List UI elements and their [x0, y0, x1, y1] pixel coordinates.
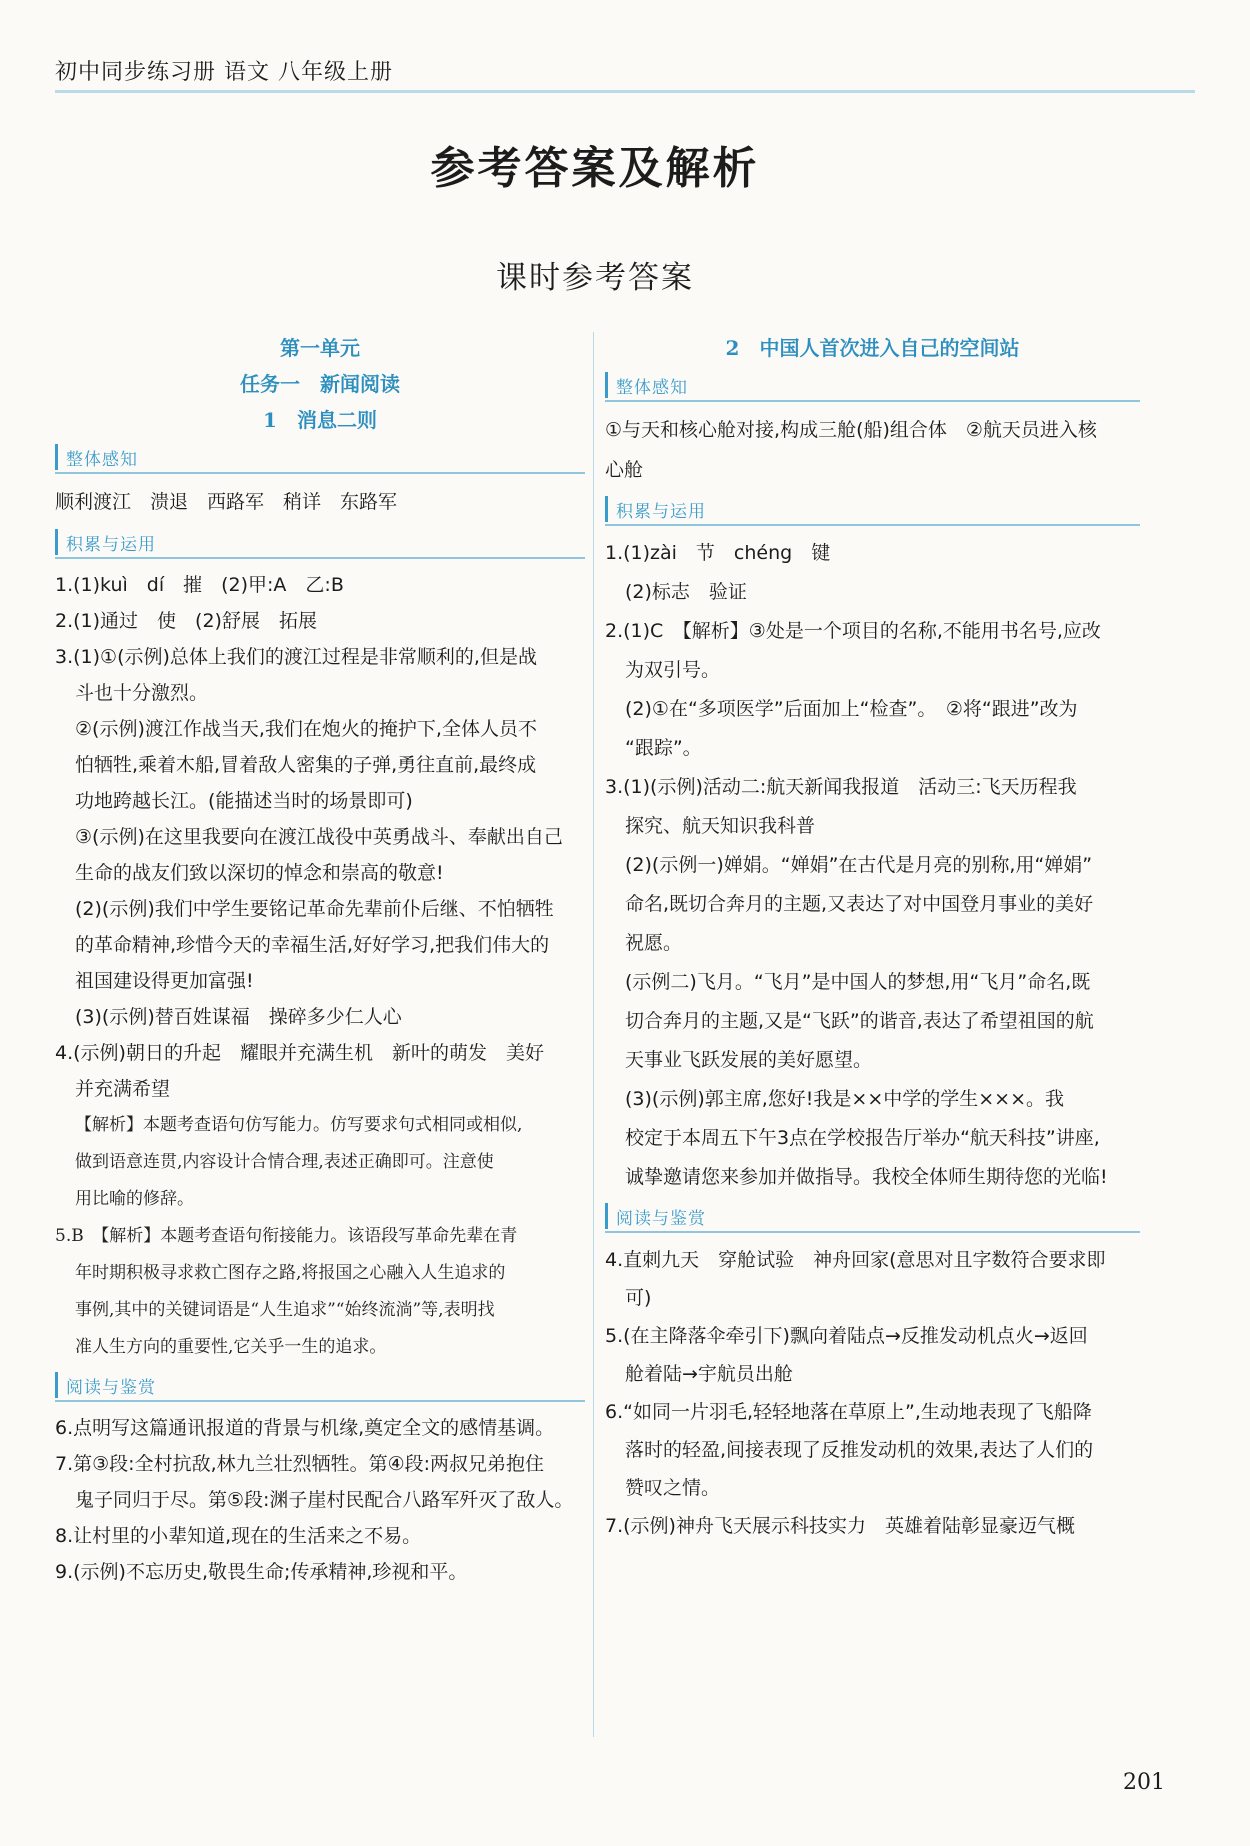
answer-line: (2)(示例)我们中学生要铭记革命先辈前仆后继、不怕牺牲 [75, 898, 554, 920]
answer-line: 并充满希望 [75, 1078, 171, 1100]
page-number: 201 [1123, 1770, 1165, 1795]
answer-line: 7.第③段:全村抗敌,林九兰壮烈牺牲。第④段:两叔兄弟抱住 [55, 1453, 545, 1475]
answer-line: 功地跨越长江。(能描述当时的场景即可) [75, 790, 413, 812]
answer-line: (3)(示例)替百姓谋福 操碎多少仁人心 [75, 1006, 402, 1028]
analysis-line: 5.B 【解析】本题考查语句衔接能力。该语段写革命先辈在青 [55, 1226, 518, 1246]
answer-line: (2)标志 验证 [625, 581, 747, 603]
section-label: 积累与运用 [55, 529, 164, 555]
answer-line: 顺利渡江 溃退 西路军 稍详 东路军 [55, 491, 398, 513]
answer-line: (2)①在“多项医学”后面加上“检查”。 ②将“跟进”改为 [625, 698, 1078, 720]
left-column [55, 330, 585, 1590]
section-overall-perception [55, 444, 585, 474]
section-overall-perception [605, 372, 1140, 402]
header-rule [55, 90, 1195, 93]
answer-line: 3.(1)(示例)活动二:航天新闻我报道 活动三:飞天历程我 [605, 776, 1077, 798]
task-heading: 任务一 新闻阅读 [240, 372, 400, 396]
answer-line: 切合奔月的主题,又是“飞跃”的谐音,表达了希望祖国的航 [625, 1010, 1094, 1032]
analysis-line: 做到语意连贯,内容设计合情合理,表述正确即可。注意使 [75, 1152, 494, 1172]
answer-line: 7.(示例)神舟飞天展示科技实力 英雄着陆彰显豪迈气概 [605, 1515, 1075, 1537]
answer-line: ①与天和核心舱对接,构成三舱(船)组合体 ②航天员进入核 [605, 419, 1097, 441]
answer-line: 祝愿。 [625, 932, 683, 954]
answer-line: 心舱 [605, 459, 644, 481]
answer-line: 斗也十分激烈。 [75, 682, 209, 704]
answer-line: 2.(1)通过 使 (2)舒展 拓展 [55, 610, 317, 632]
answer-line: (示例二)飞月。“飞月”是中国人的梦想,用“飞月”命名,既 [625, 971, 1091, 993]
answer-line: (3)(示例)郭主席,您好!我是××中学的学生×××。我 [625, 1088, 1064, 1110]
answer-line: 校定于本周五下午3点在学校报告厅举办“航天科技”讲座, [625, 1127, 1100, 1149]
section-label: 阅读与鉴赏 [55, 1372, 164, 1398]
answer-line: 命名,既切合奔月的主题,又表达了对中国登月事业的美好 [625, 893, 1094, 915]
section-reading [55, 1372, 585, 1402]
section-reading [605, 1203, 1140, 1233]
answer-line: (2)(示例一)婵娟。“婵娟”在古代是月亮的别称,用“婵娟” [625, 854, 1093, 876]
answer-line: 4.(示例)朝日的升起 耀眼并充满生机 新叶的萌发 美好 [55, 1042, 544, 1064]
answer-line: 5.(在主降落伞牵引下)飘向着陆点→反推发动机点火→返回 [605, 1325, 1088, 1347]
running-header: 初中同步练习册 语文 八年级上册 [55, 60, 393, 85]
analysis-line: 准人生方向的重要性,它关乎一生的追求。 [75, 1337, 387, 1357]
answer-line: 2.(1)C 【解析】③处是一个项目的名称,不能用书名号,应改 [605, 620, 1101, 642]
section-accumulation [55, 529, 585, 559]
answer-line: “跟踪”。 [625, 737, 702, 759]
answer-line: 8.让村里的小辈知道,现在的生活来之不易。 [55, 1525, 422, 1547]
page-subtitle: 课时参考答案 [496, 260, 694, 296]
section-label: 阅读与鉴赏 [605, 1203, 714, 1229]
analysis-line: 事例,其中的关键词语是“人生追求”“始终流淌”等,表明找 [75, 1300, 495, 1320]
answer-line: 1.(1)kuì dí 摧 (2)甲:A 乙:B [55, 574, 344, 596]
answer-line: 6.点明写这篇通讯报道的背景与机缘,奠定全文的感情基调。 [55, 1417, 555, 1439]
answer-line: 天事业飞跃发展的美好愿望。 [625, 1049, 873, 1071]
answer-line: ③(示例)在这里我要向在渡江战役中英勇战斗、奉献出自己 [75, 826, 563, 848]
answer-line: 3.(1)①(示例)总体上我们的渡江过程是非常顺利的,但是战 [55, 646, 537, 668]
answer-line: 6.“如同一片羽毛,轻轻地落在草原上”,生动地表现了飞船降 [605, 1401, 1092, 1423]
answer-line: 生命的战友们致以深切的悼念和崇高的敬意! [75, 862, 444, 884]
answer-line: 的革命精神,珍惜今天的幸福生活,好好学习,把我们伟大的 [75, 934, 550, 956]
section-label: 整体感知 [605, 372, 696, 398]
answer-line: 1.(1)zài 节 chéng 键 [605, 542, 831, 564]
page-title: 参考答案及解析 [430, 143, 760, 194]
answer-line: 祖国建设得更加富强! [75, 970, 254, 992]
answer-line: 为双引号。 [625, 659, 721, 681]
answer-line: 落时的轻盈,间接表现了反推发动机的效果,表达了人们的 [625, 1439, 1094, 1461]
column-divider [593, 332, 594, 1737]
section-accumulation [605, 496, 1140, 526]
lesson-heading: 2 中国人首次进入自己的空间站 [725, 336, 1020, 360]
section-label: 整体感知 [55, 444, 146, 470]
unit-heading: 第一单元 [280, 336, 360, 360]
analysis-line: 年时期积极寻求救亡图存之路,将报国之心融入人生追求的 [75, 1263, 506, 1283]
answer-line: 舱着陆→宇航员出舱 [625, 1363, 793, 1385]
right-column [605, 330, 1140, 1545]
answer-line: 怕牺牲,乘着木船,冒着敌人密集的子弹,勇往直前,最终成 [75, 754, 537, 776]
answer-line: 探究、航天知识我科普 [625, 815, 816, 837]
lesson-heading: 1 消息二则 [263, 408, 377, 432]
answer-line: 可) [625, 1287, 652, 1309]
answer-line: 9.(示例)不忘历史,敬畏生命;传承精神,珍视和平。 [55, 1561, 468, 1583]
answer-line: 赞叹之情。 [625, 1477, 721, 1499]
answer-line: 鬼子同归于尽。第⑤段:渊子崖村民配合八路军歼灭了敌人。 [75, 1489, 574, 1511]
answer-line: 诚挚邀请您来参加并做指导。我校全体师生期待您的光临! [625, 1166, 1108, 1188]
section-label: 积累与运用 [605, 496, 714, 522]
answer-line: ②(示例)渡江作战当天,我们在炮火的掩护下,全体人员不 [75, 718, 537, 740]
answer-line: 4.直刺九天 穿舱试验 神舟回家(意思对且字数符合要求即 [605, 1249, 1106, 1271]
analysis-line: 【解析】本题考查语句仿写能力。仿写要求句式相同或相似, [75, 1115, 523, 1135]
analysis-line: 用比喻的修辞。 [75, 1189, 194, 1209]
